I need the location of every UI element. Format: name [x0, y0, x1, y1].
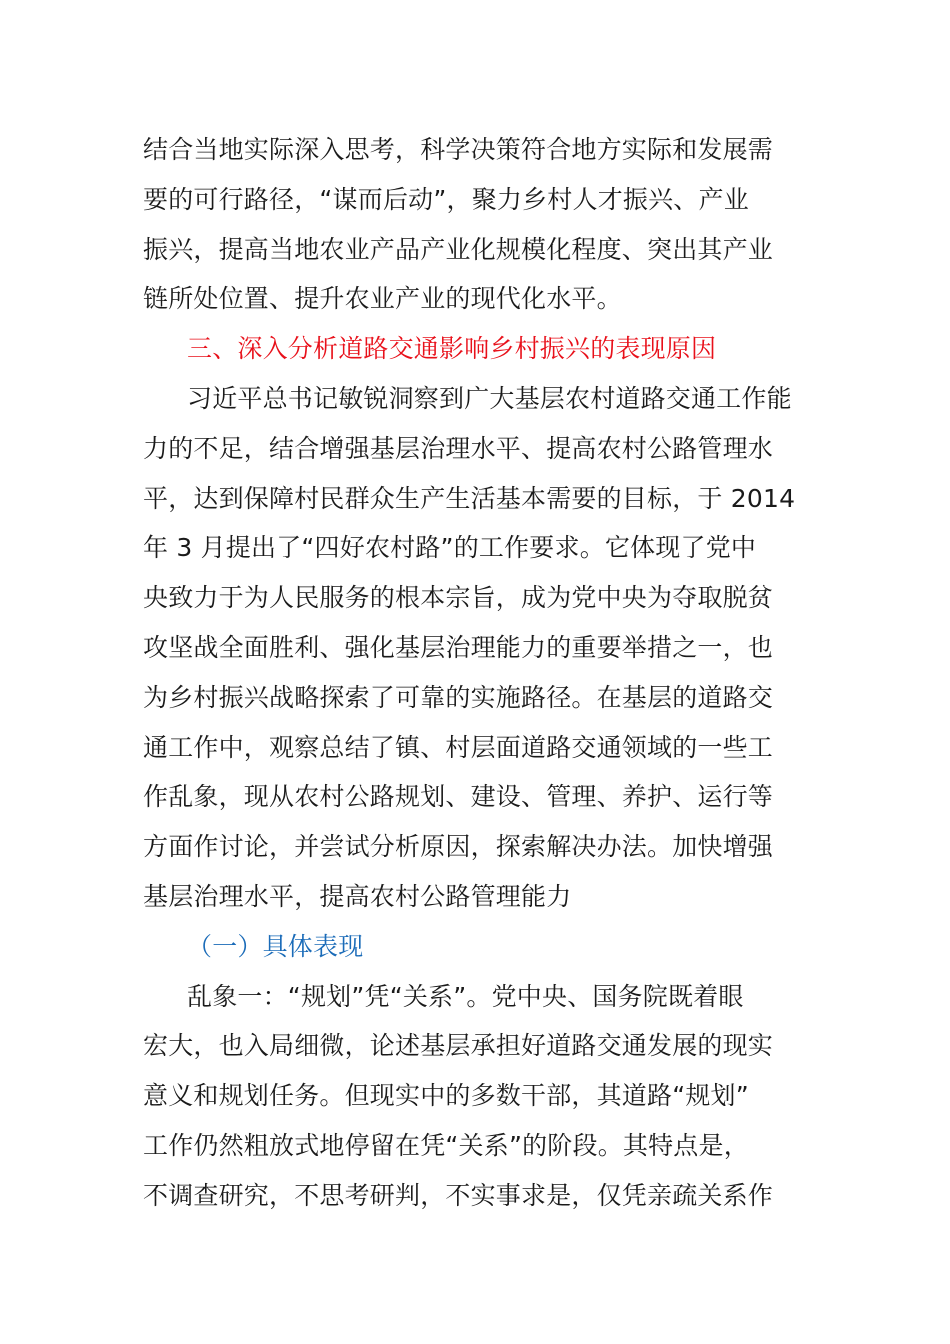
paragraph-line: 通工作中，观察总结了镇、村层面道路交通领域的一些工 [143, 732, 774, 762]
paragraph-3 [143, 972, 808, 1221]
paragraph-line: 央致力于为人民服务的根本宗旨，成为党中央为夺取脱贫 [143, 583, 774, 613]
paragraph-line: 为乡村振兴战略探索了可靠的实施路径。在基层的道路交 [143, 682, 774, 712]
subsection-heading-1: （一）具体表现 [187, 931, 364, 961]
paragraph-line: 振兴，提高当地农业产品产业化规模化程度、突出其产业 [143, 234, 774, 264]
paragraph-line: 力的不足，结合增强基层治理水平、提高农村公路管理水 [143, 433, 774, 463]
document-body [143, 125, 808, 1221]
paragraph-line: 习近平总书记敏锐洞察到广大基层农村道路交通工作能 [187, 383, 792, 413]
paragraph-line: 工作仍然粗放式地停留在凭“关系”的阶段。其特点是， [143, 1130, 749, 1160]
paragraph-line: 结合当地实际深入思考，科学决策符合地方实际和发展需 [143, 135, 774, 164]
paragraph-line: 平，达到保障村民群众生产生活基本需要的目标，于 2014 [143, 483, 796, 513]
paragraph-line: 要的可行路径，“谋而后动”，聚力乡村人才振兴、产业 [143, 184, 749, 214]
paragraph-2 [143, 374, 808, 922]
paragraph-line: 不调查研究，不思考研判，不实事求是，仅凭亲疏关系作 [143, 1180, 774, 1210]
paragraph-1 [143, 125, 808, 324]
paragraph-line: 年 3 月提出了“四好农村路”的工作要求。它体现了党中 [143, 533, 757, 563]
paragraph-line: 意义和规划任务。但现实中的多数干部，其道路“规划” [143, 1081, 749, 1111]
section-heading-3: 三、深入分析道路交通影响乡村振兴的表现原因 [187, 334, 717, 364]
paragraph-line: 宏大，也入局细微，论述基层承担好道路交通发展的现实 [143, 1031, 774, 1061]
paragraph-line: 乱象一：“规划”凭“关系”。党中央、国务院既着眼 [187, 981, 744, 1011]
paragraph-line: 链所处位置、提升农业产业的现代化水平。 [143, 284, 622, 314]
paragraph-line: 基层治理水平，提高农村公路管理能力 [143, 881, 572, 911]
paragraph-line: 攻坚战全面胜利、强化基层治理能力的重要举措之一，也 [143, 632, 774, 662]
paragraph-line: 作乱象，现从农村公路规划、建设、管理、养护、运行等 [143, 782, 774, 812]
paragraph-line: 方面作讨论，并尝试分析原因，探索解决办法。加快增强 [143, 832, 774, 862]
